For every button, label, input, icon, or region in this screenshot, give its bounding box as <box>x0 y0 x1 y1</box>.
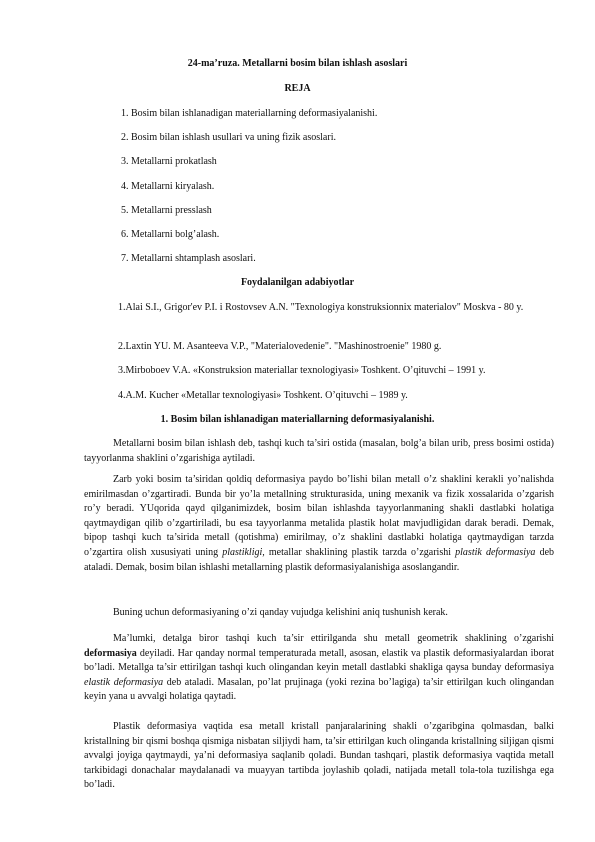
reference-item: 4.A.M. Kucher «Metallar texnologiyasi» Toshkent. O’qituvchi – 1989 y. <box>118 390 408 401</box>
paragraph-text: Ma’lumki, detalga biror tashqi kuch ta’sir ettirilganda shu metall geometrik shaklining o’zgarishi <box>113 633 554 644</box>
paragraph <box>84 437 554 466</box>
paragraph-text: deb ataladi. Masalan, po’lat prujinaga (yoki rezina bo’lagiga) ta’sir ettirilgan kuch olingandan keyin yana u avvalgi holatiga qaytadi. <box>84 676 554 703</box>
plan-item: 6. Metallarni bolg’alash. <box>121 229 220 240</box>
emphasis-term: plastikligi, <box>222 546 265 558</box>
paragraph <box>84 632 554 705</box>
bold-term: deformasiya <box>84 647 137 659</box>
section-heading: 1. Bosim bilan ishlanadigan materiallarning deformasiyalanishi. <box>160 414 435 425</box>
paragraph <box>84 606 554 621</box>
paragraph-text: deb ataladi. Demak, bosim bilan ishlashi metallarning plastik deformasiyalanishiga asoslangandir. <box>84 546 555 573</box>
emphasis-term: plastik deformasiya <box>455 546 536 558</box>
lecture-title: 24-ma’ruza. Metallarni bosim bilan ishlash asoslari <box>187 58 408 69</box>
reference-item: 1.Alai S.I., Grigor'ev P.I. i Rostovsev A.N. "Texnologiya konstruksionnix materialov" Moskva - 80 y. <box>118 302 524 313</box>
paragraph-text: Buning uchun deformasiyaning o’zi qanday vujudga kelishini aniq tushunish kerak. <box>113 607 448 618</box>
paragraph-text: Plastik deformasiya vaqtida esa metall kristall panjaralarining shakli o’zgaribgina qolmasdan, balki kristallning bir qismi boshqa qismiga nisbatan siljiydi ham, ta’sir ettirilgan kuch olinganda kristallning siljigan qismi avvalgi joyiga qaytmaydi, ya’ni deformasiya saqlanib qoladi. Bundan tashqari, plastik deformasiya vaqtida metall tarkibidagi donachalar maydalanadi va muayyan tartibda joylashib qoladi, natijada metall tola-tola tuzilishga ega bo’ladi. <box>84 721 554 791</box>
plan-item: 2. Bosim bilan ishlash usullari va uning fizik asoslari. <box>121 132 336 143</box>
reference-item: 3.Mirboboev V.A. «Konstruksion materiallar texnologiyasi» Toshkent. O’qituvchi – 1991 y. <box>118 365 486 376</box>
references-heading: Foydalanilgan adabiyotlar <box>240 277 355 288</box>
plan-item: 4. Metallarni kiryalash. <box>121 181 215 192</box>
paragraph-text: deyiladi. Har qanday normal temperaturada metall, asosan, elastik va plastik deformasiyalardan iborat bo’ladi. Metallga ta’sir ettirilgan tashqi kuch olingandan keyin metall dastlabki shakliga qaysa bunday deformasiya <box>84 647 554 674</box>
paragraph-text: metallar shaklining plastik tarzda o’zgarishi <box>264 546 451 558</box>
paragraph <box>84 720 554 793</box>
plan-item: 5. Metallarni presslash <box>121 205 212 216</box>
paragraph-text: Metallarni bosim bilan ishlash deb, tashqi kuch ta’siri ostida (masalan, bolg’a bilan urib, press bosimi ostida) tayyorlanma shaklini o’zgarishiga aytiladi. <box>84 438 554 464</box>
plan-item: 7. Metallarni shtamplash asoslari. <box>121 253 256 264</box>
plan-item: 3. Metallarni prokatlash <box>121 156 217 167</box>
plan-heading: REJA <box>284 83 311 94</box>
paragraph <box>84 473 554 575</box>
reference-item: 2.Laxtin YU. M. Asanteeva V.P., "Materialovedenie". "Mashinostroenie" 1980 g. <box>118 341 442 352</box>
paragraph-text: Zarb yoki bosim ta’siridan qoldiq deformasiya paydo bo’lishi bilan metall o’z shaklini kerakli yo’nalishda emirilmasdan o’zgartiradi. Bunda bir yo’la metallning strukturasida, uning mexanik va fizik xossalarida o’zgarish ro’y beradi. YUqorida qayd qilganimizdek, bosim bilan ishlashda tayyorlanmaning shakli dastlabki holatiga qaytmaydigan qilib o’zgartiriladi, bu esa tayyorlanma metalida plastik holat mavjudligidan darak beradi. Demak, bipop tashqi kuch ta’sirida metall (qotishma) emirilmay, o’z shaklini dastlabki holatiga qaytmaydigan tarzda o’zgartira olish xususiyati uning <box>84 474 554 558</box>
emphasis-term: elastik deformasiya <box>84 676 164 688</box>
plan-item: 1. Bosim bilan ishlanadigan materiallarning deformasiyalanishi. <box>121 108 378 119</box>
